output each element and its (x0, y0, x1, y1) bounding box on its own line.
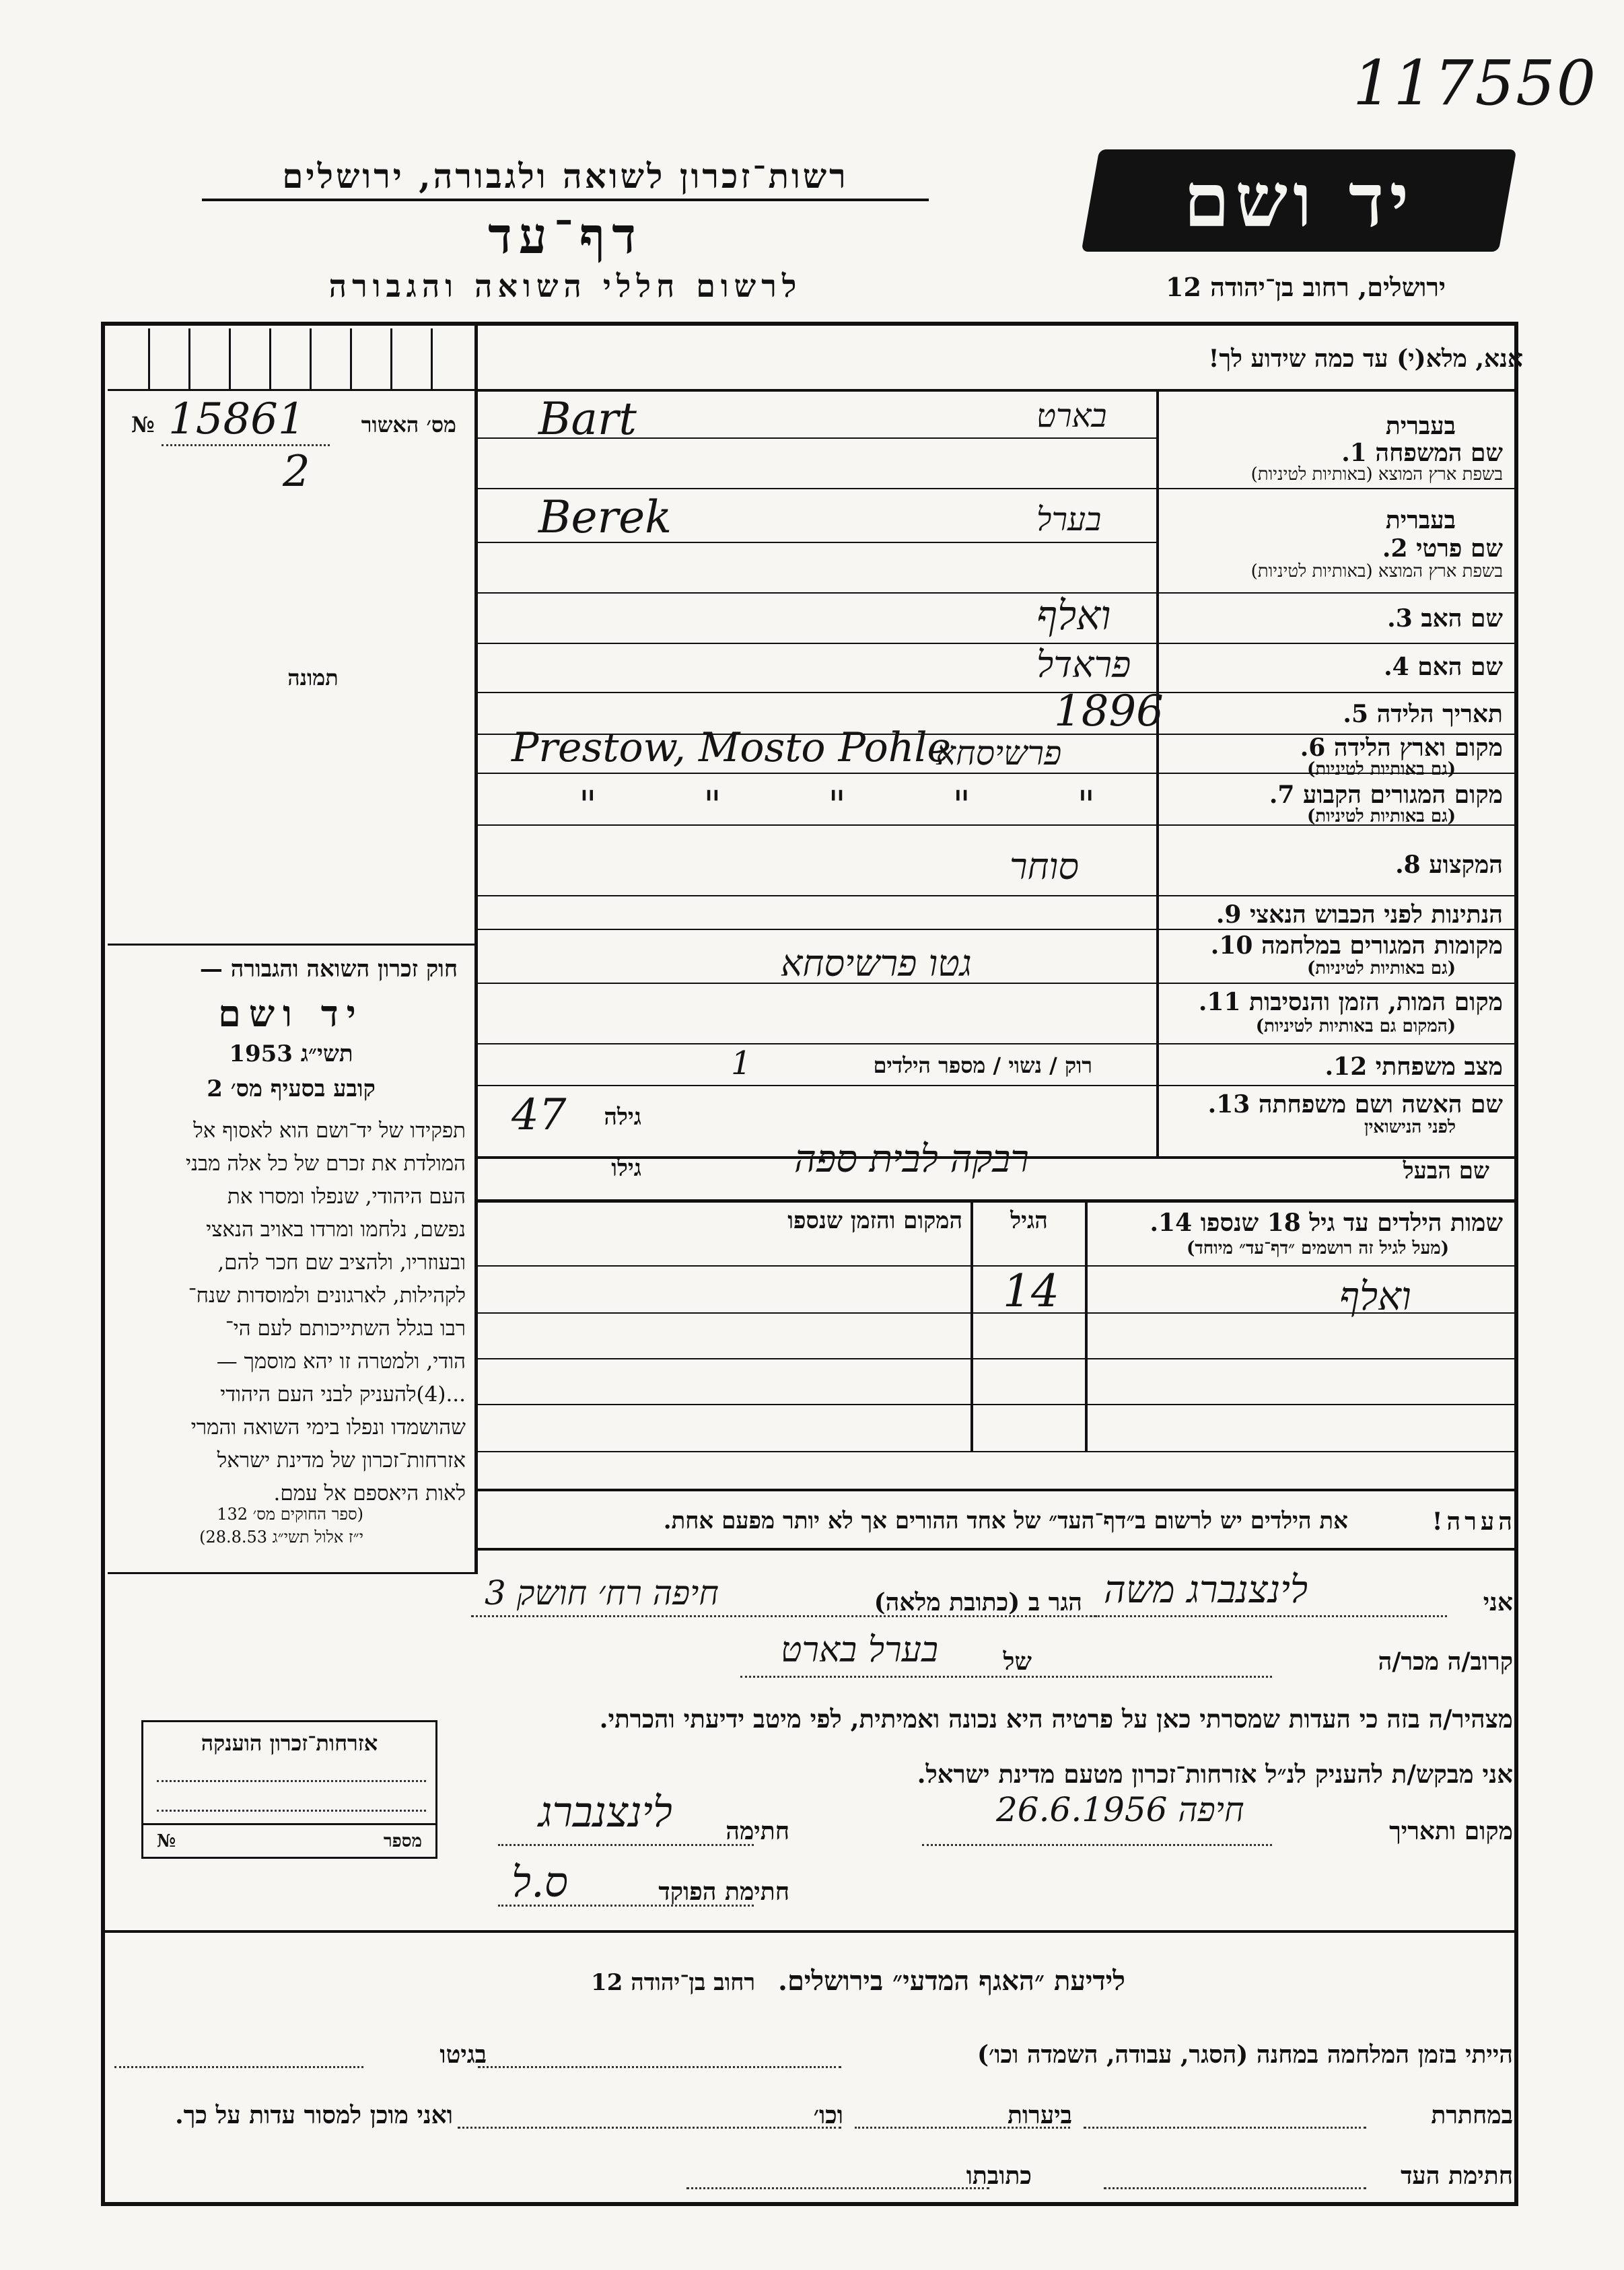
officer-signature-value[interactable]: ס.ל (511, 1857, 568, 1907)
instruction-rule (478, 389, 1514, 392)
field-12-options: רוק / נשוי / מספר הילדים (873, 1053, 1092, 1078)
bottom-line1-b: בגיטו (439, 2041, 487, 2069)
citizenship-number-label: מספר (383, 1831, 422, 1851)
field-12-value[interactable]: 1 (731, 1044, 752, 1082)
law-top-rule (108, 944, 474, 946)
tick-boxes (108, 328, 474, 391)
field-10-label: מקומות המגורים במלחמה 10. (1210, 931, 1503, 960)
declarant-resides-label: הגר ב (כתובת מלאה) (874, 1588, 1082, 1617)
law-bottom-rule (108, 1572, 474, 1574)
bottom-title: לידיעת ״האגף המדעי״ בירושלים. רחוב בן־יהודה 12 (591, 1965, 1125, 1997)
field-5-value[interactable]: 1896 (1054, 686, 1164, 736)
field-4-value[interactable]: פראדל (1036, 643, 1131, 686)
field-3-value[interactable]: ואלף (1036, 592, 1111, 639)
note-text: את הילדים יש לרשום ב״דף־העד״ של אחד ההורים אך לא יותר מפעם אחת. (663, 1508, 1348, 1534)
bottom-line2-d: ואני מוכן למסור עדות על כך. (175, 2101, 453, 2129)
field-2-hebrew-hint: בעברית (1385, 506, 1456, 534)
photo-label: תמונה (287, 665, 339, 690)
law-line: הודי, ולמטרה זו יהא מוסמך — (216, 1349, 466, 1374)
place-date-value[interactable]: חיפה 26.6.1956 (996, 1790, 1244, 1829)
bottom-line2-c: וכו׳ (813, 2101, 843, 2129)
children-table-top (478, 1199, 1514, 1203)
archive-number: 117550 (1353, 47, 1598, 119)
child-name-value[interactable]: ואלף (1339, 1273, 1411, 1319)
field-2-hebrew-value[interactable]: בערל (1036, 501, 1102, 538)
field-13-label: שם האשה ושם משפחתה 13. (1207, 1090, 1503, 1119)
authority-title: רשות־זכרון לשואה ולגבורה, ירושלים (202, 156, 929, 201)
law-year: תשי״ג 1953 (229, 1040, 353, 1067)
approval-suffix: 2 (283, 447, 310, 497)
logo-text: יד ושם (1183, 157, 1415, 244)
children-place-header: המקום והזמן שנספו (787, 1207, 962, 1234)
field-12-label: מצב משפחתי 12. (1325, 1053, 1503, 1081)
field-2-latin-hint: בשפת ארץ המוצא (באותיות לטיניות) (1250, 561, 1503, 581)
bottom-rule (105, 1930, 1514, 1933)
field-4-label: שם האם 4. (1384, 653, 1503, 681)
field-8-value[interactable]: סוחר (1010, 845, 1080, 888)
yad-vashem-logo (1082, 149, 1517, 252)
field-1-label: שם המשפחה 1. (1341, 439, 1503, 467)
left-panel-divider (474, 326, 478, 1574)
law-line: לקהילות, לארגונים ולמוסדות שנח־ (188, 1283, 466, 1308)
field-6-label: מקום וארץ הלידה 6. (1300, 734, 1503, 762)
wife-age-label: גילה (604, 1104, 641, 1131)
bottom-line3-b: כתובתו (966, 2162, 1032, 2190)
declarant-name-value[interactable]: לינצנברג משה (1104, 1568, 1308, 1612)
citizenship-box (141, 1720, 437, 1859)
declarant-of-label: של (1003, 1647, 1032, 1676)
law-line: תפקידו של יד־ושם הוא לאסוף אל (193, 1119, 466, 1143)
children-age-header: הגיל (1010, 1207, 1048, 1234)
field-8-label: המקצוע 8. (1395, 851, 1503, 879)
approval-prefix: № (131, 412, 155, 437)
form-title: דף־עד (488, 207, 643, 265)
law-clause: קובע בסעיף מס׳ 2 (207, 1075, 376, 1102)
declarant-relative-label: קרוב/ה מכר/ה (1378, 1647, 1513, 1676)
field-14-label: שמות הילדים עד גיל 18 שנספו 14. (1150, 1209, 1503, 1237)
header-address: ירושלים, רחוב בן־יהודה 12 (1166, 272, 1446, 302)
law-source-2: י״ז אלול תשי״ג 28.8.53) (199, 1528, 363, 1547)
field-6-latin-value[interactable]: Prestow, Mosto Pohle (511, 724, 952, 771)
field-1-latin-value[interactable]: Bart (538, 393, 637, 445)
field-11-label: מקום המות, הזמן והנסיבות 11. (1198, 988, 1503, 1016)
law-line: ובעוזריו, ולהציב שם חכר להם, (217, 1250, 466, 1275)
field-10-hint: (גם באותיות לטיניות) (1306, 958, 1456, 979)
husband-age-label: גילו (611, 1155, 641, 1182)
request-text: אני מבקש/ת להעניק לנ״ל אזרחות־זכרון מטעם מדינת ישראל. (917, 1759, 1513, 1789)
field-2-label: שם פרטי 2. (1382, 534, 1503, 563)
officer-signature-label: חתימת הפוקד (658, 1878, 789, 1906)
field-13-hint: לפני הנישואין (1364, 1117, 1456, 1137)
law-name: יד ושם (218, 992, 364, 1035)
note-label: הערה! (1432, 1508, 1516, 1536)
wife-age-value[interactable]: 47 (511, 1090, 567, 1140)
field-10-value[interactable]: גטו פרשיסחא (781, 942, 972, 985)
signature-label: חתימה (726, 1817, 789, 1845)
field-7-hint: (גם באותיות לטיניות) (1306, 806, 1456, 826)
place-date-label: מקום ותאריך (1389, 1817, 1513, 1845)
field-11-hint: (המקום גם באותיות לטיניות) (1255, 1016, 1456, 1036)
law-line: העם היהודי, שנפלו ומסרו את (227, 1184, 466, 1209)
declaration-text: מצהיר/ה בזה כי העדות שמסרתי כאן על פרטיה היא נכונה ואמיתית, לפי מיטב ידיעתי והכרתי. (599, 1704, 1513, 1734)
signature-value[interactable]: לינצנברג (538, 1787, 672, 1837)
field-9-label: הנתינות לפני הכבוש הנאצי 9. (1215, 900, 1503, 929)
law-line: נפשם, נלחמו ומרדו באויב הנאצי (206, 1217, 466, 1242)
law-line: המולדת את זכרם של כל אלה מבני (185, 1151, 466, 1176)
field-6-hebrew-value[interactable]: פרשיסחא (935, 734, 1062, 773)
law-line: שהושמדו ונפלו בימי השואה והמרי (190, 1415, 466, 1440)
declarant-address-value[interactable]: חיפה רח׳ חושק 3 (485, 1573, 719, 1612)
field-1-hebrew-hint: בעברית (1385, 412, 1456, 440)
law-text (109, 1114, 466, 1510)
field-2-latin-value[interactable]: Berek (538, 491, 672, 543)
field-7-label: מקום המגורים הקבוע 7. (1269, 781, 1503, 809)
form-subtitle: לרשום חללי השואה והגבורה (328, 268, 802, 304)
instruction: אנא, מלא(י) עד כמה שידוע לך! (1208, 345, 1523, 373)
field-5-label: תאריך הלידה 5. (1343, 700, 1503, 728)
approval-label: מס׳ האשור (361, 412, 456, 437)
law-line: ...(4)להעניק לבני העם היהודי (220, 1382, 466, 1407)
bottom-line3-a: חתימת העד (1401, 2162, 1513, 2190)
declarant-i-label: אני (1483, 1588, 1513, 1617)
approval-number: 15861 (168, 394, 306, 444)
citizenship-number-prefix: № (157, 1831, 176, 1851)
law-source-1: (ספר החוקים מס׳ 132 (217, 1505, 363, 1524)
field-14-hint: (מעל לגיל זה רושמים ״דף־עד״ מיוחד) (1186, 1238, 1449, 1258)
child-age-value[interactable]: 14 (1003, 1265, 1059, 1317)
field-6-hint: (גם באותיות לטיניות) (1306, 759, 1456, 779)
law-line: לאות היאספם אל עמם. (273, 1481, 466, 1505)
declarant-relation-value[interactable]: בערל בארט (781, 1630, 939, 1670)
law-line: רבו בגלל השתייכותם לעם הי־ (225, 1316, 466, 1341)
approval-line (162, 444, 330, 446)
field-13-value[interactable]: רבקה לבית ספה (794, 1137, 1029, 1181)
husband-label: שם הבעל (1403, 1158, 1489, 1184)
field-3-label: שם האב 3. (1387, 604, 1503, 633)
bottom-line1-a: הייתי בזמן המלחמה במחנה (הסגר, עבודה, השמדה וכו׳) (977, 2041, 1513, 2069)
field-1-latin-hint: בשפת ארץ המוצא (באותיות לטיניות) (1250, 464, 1503, 485)
field-7-value[interactable]: " " " " " (579, 782, 1143, 828)
citizenship-title: אזרחות־זכרון הוענקה (201, 1730, 378, 1756)
bottom-line2-b: ביערות (1007, 2101, 1072, 2129)
field-1-hebrew-value[interactable]: בארט (1036, 397, 1107, 435)
law-line: אזרחות־זכרון של מדינת ישראל (217, 1448, 466, 1473)
bottom-line2-a: במחתרת (1431, 2101, 1513, 2129)
law-title: חוק זכרון השואה והגבורה — (199, 956, 458, 983)
